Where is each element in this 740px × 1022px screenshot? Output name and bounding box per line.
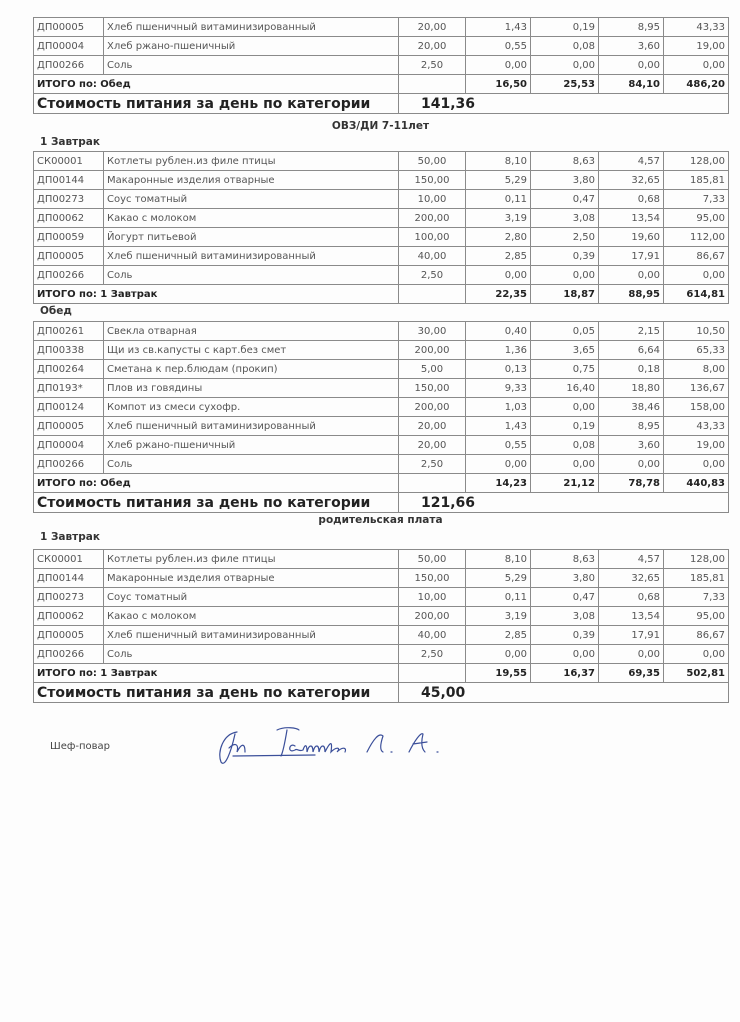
energy-value-total: 502,81 [664,664,729,683]
carbs-value: 17,91 [599,247,664,266]
total-row [34,285,729,304]
item-weight: 100,00 [399,228,466,247]
fat-value-total: 16,37 [531,664,599,683]
protein-value: 1,43 [466,417,531,436]
total-row [34,75,729,94]
item-code: ДП00059 [34,228,104,247]
table-row [34,626,729,645]
energy-value: 10,50 [664,322,729,341]
table-row [34,550,729,569]
daily-cost-row [34,94,729,114]
protein-value: 2,80 [466,228,531,247]
fat-value: 0,19 [531,18,599,37]
item-name: Свекла отварная [104,322,399,341]
item-code: ДП00266 [34,266,104,285]
energy-value: 7,33 [664,190,729,209]
energy-value: 185,81 [664,569,729,588]
protein-value: 5,29 [466,569,531,588]
table-row [34,645,729,664]
energy-value-total: 486,20 [664,75,729,94]
item-weight: 2,50 [399,56,466,75]
item-name: Соус томатный [104,190,399,209]
item-code: ДП00124 [34,398,104,417]
item-weight: 40,00 [399,247,466,266]
fat-value: 2,50 [531,228,599,247]
item-name: Макаронные изделия отварные [104,171,399,190]
table-row [34,152,729,171]
protein-value-total: 16,50 [466,75,531,94]
table-row [34,455,729,474]
item-name: Йогурт питьевой [104,228,399,247]
table-row [34,228,729,247]
energy-value: 128,00 [664,152,729,171]
protein-value: 0,00 [466,266,531,285]
carbs-value: 0,00 [599,56,664,75]
meal-label: 1 Завтрак [40,531,100,543]
carbs-value-total: 84,10 [599,75,664,94]
item-name: Сметана к пер.блюдам (прокип) [104,360,399,379]
item-name: Плов из говядины [104,379,399,398]
total-row [34,474,729,493]
category-title: ОВЗ/ДИ 7-11лет [331,120,430,132]
item-weight: 200,00 [399,607,466,626]
item-code: ДП00005 [34,626,104,645]
total-label: ИТОГО по: 1 Завтрак [34,664,399,683]
item-weight: 50,00 [399,152,466,171]
carbs-value: 4,57 [599,550,664,569]
item-code: ДП00273 [34,588,104,607]
item-weight: 150,00 [399,379,466,398]
item-weight: 20,00 [399,18,466,37]
protein-value: 8,10 [466,152,531,171]
item-code: ДП00144 [34,171,104,190]
energy-value: 43,33 [664,18,729,37]
total-weight [399,75,466,94]
total-weight [399,664,466,683]
protein-value: 0,00 [466,645,531,664]
item-name: Хлеб пшеничный витаминизированный [104,18,399,37]
fat-value: 0,00 [531,455,599,474]
carbs-value: 0,68 [599,588,664,607]
protein-value: 0,40 [466,322,531,341]
item-code: ДП00264 [34,360,104,379]
item-code: ДП00005 [34,417,104,436]
fat-value: 16,40 [531,379,599,398]
item-name: Хлеб пшеничный витаминизированный [104,626,399,645]
carbs-value: 0,00 [599,455,664,474]
protein-value: 8,10 [466,550,531,569]
fat-value: 0,75 [531,360,599,379]
chef-signature [215,722,465,774]
daily-cost-label: Стоимость питания за день по категории [34,493,399,513]
item-weight: 200,00 [399,398,466,417]
item-weight: 2,50 [399,645,466,664]
item-name: Хлеб ржано-пшеничный [104,37,399,56]
carbs-value: 2,15 [599,322,664,341]
item-name: Котлеты рублен.из филе птицы [104,550,399,569]
daily-cost-row [34,683,729,703]
item-weight: 20,00 [399,37,466,56]
total-weight [399,474,466,493]
menu-table-section [33,321,728,513]
carbs-value: 18,80 [599,379,664,398]
item-weight: 150,00 [399,569,466,588]
table-row [34,379,729,398]
item-code: ДП00266 [34,56,104,75]
energy-value-total: 614,81 [664,285,729,304]
fat-value: 0,08 [531,436,599,455]
energy-value: 95,00 [664,209,729,228]
item-weight: 2,50 [399,266,466,285]
item-name: Соль [104,645,399,664]
protein-value-total: 19,55 [466,664,531,683]
carbs-value: 19,60 [599,228,664,247]
carbs-value: 0,18 [599,360,664,379]
item-code: ДП00004 [34,37,104,56]
item-weight: 50,00 [399,550,466,569]
item-weight: 150,00 [399,171,466,190]
item-weight: 30,00 [399,322,466,341]
item-weight: 10,00 [399,588,466,607]
carbs-value: 6,64 [599,341,664,360]
item-name: Соль [104,266,399,285]
energy-value: 158,00 [664,398,729,417]
fat-value: 8,63 [531,550,599,569]
item-code: ДП00005 [34,18,104,37]
item-name: Какао с молоком [104,607,399,626]
protein-value: 0,00 [466,56,531,75]
item-code: ДП00144 [34,569,104,588]
menu-table-section [33,549,728,703]
daily-cost-value: 141,36 [399,94,729,114]
item-name: Щи из св.капусты с карт.без смет [104,341,399,360]
item-weight: 2,50 [399,455,466,474]
item-code: ДП00062 [34,607,104,626]
item-weight: 10,00 [399,190,466,209]
protein-value-total: 22,35 [466,285,531,304]
energy-value: 7,33 [664,588,729,607]
total-label: ИТОГО по: Обед [34,474,399,493]
carbs-value-total: 88,95 [599,285,664,304]
table-row [34,322,729,341]
protein-value: 0,13 [466,360,531,379]
energy-value: 0,00 [664,455,729,474]
table-row [34,18,729,37]
item-name: Соль [104,56,399,75]
table-row [34,436,729,455]
energy-value: 0,00 [664,266,729,285]
fat-value: 3,08 [531,607,599,626]
fat-value: 0,00 [531,645,599,664]
carbs-value: 13,54 [599,607,664,626]
table-row [34,37,729,56]
fat-value: 3,65 [531,341,599,360]
fat-value: 3,80 [531,569,599,588]
table-row [34,607,729,626]
item-code: ДП00266 [34,455,104,474]
table-row [34,209,729,228]
carbs-value: 8,95 [599,18,664,37]
item-name: Соль [104,455,399,474]
item-code: ДП00004 [34,436,104,455]
item-weight: 200,00 [399,209,466,228]
fat-value: 0,19 [531,417,599,436]
table-row [34,266,729,285]
protein-value: 0,11 [466,190,531,209]
carbs-value: 13,54 [599,209,664,228]
item-code: СК00001 [34,152,104,171]
fat-value: 8,63 [531,152,599,171]
item-code: ДП0193* [34,379,104,398]
meal-label: Обед [40,305,72,317]
daily-cost-row [34,493,729,513]
category-title: родительская плата [318,514,443,526]
energy-value: 128,00 [664,550,729,569]
item-weight: 20,00 [399,436,466,455]
protein-value: 9,33 [466,379,531,398]
table-row [34,417,729,436]
fat-value: 0,47 [531,588,599,607]
item-name: Хлеб ржано-пшеничный [104,436,399,455]
total-weight [399,285,466,304]
table-row [34,247,729,266]
table-row [34,56,729,75]
menu-table [33,151,729,304]
protein-value: 1,36 [466,341,531,360]
energy-value-total: 440,83 [664,474,729,493]
item-weight: 5,00 [399,360,466,379]
protein-value: 1,03 [466,398,531,417]
energy-value: 185,81 [664,171,729,190]
item-code: ДП00266 [34,645,104,664]
item-code: ДП00273 [34,190,104,209]
item-name: Хлеб пшеничный витаминизированный [104,417,399,436]
carbs-value: 3,60 [599,37,664,56]
carbs-value: 3,60 [599,436,664,455]
fat-value: 3,08 [531,209,599,228]
item-code: ДП00261 [34,322,104,341]
fat-value: 0,00 [531,56,599,75]
protein-value: 5,29 [466,171,531,190]
fat-value-total: 18,87 [531,285,599,304]
table-row [34,171,729,190]
protein-value: 2,85 [466,247,531,266]
total-label: ИТОГО по: 1 Завтрак [34,285,399,304]
fat-value: 0,39 [531,247,599,266]
item-name: Соус томатный [104,588,399,607]
carbs-value: 38,46 [599,398,664,417]
carbs-value-total: 69,35 [599,664,664,683]
fat-value: 3,80 [531,171,599,190]
carbs-value: 32,65 [599,171,664,190]
table-row [34,190,729,209]
energy-value: 19,00 [664,37,729,56]
table-row [34,588,729,607]
menu-table-section [33,151,728,304]
fat-value: 0,05 [531,322,599,341]
menu-table [33,549,729,703]
chef-label: Шеф-повар [50,741,111,752]
daily-cost-label: Стоимость питания за день по категории [34,94,399,114]
energy-value: 65,33 [664,341,729,360]
carbs-value: 17,91 [599,626,664,645]
item-name: Какао с молоком [104,209,399,228]
energy-value: 43,33 [664,417,729,436]
protein-value: 3,19 [466,607,531,626]
table-row [34,341,729,360]
carbs-value: 8,95 [599,417,664,436]
item-weight: 40,00 [399,626,466,645]
table-row [34,360,729,379]
fat-value: 0,08 [531,37,599,56]
protein-value: 0,00 [466,455,531,474]
fat-value-total: 21,12 [531,474,599,493]
carbs-value: 4,57 [599,152,664,171]
daily-cost-label: Стоимость питания за день по категории [34,683,399,703]
item-code: ДП00062 [34,209,104,228]
carbs-value: 0,00 [599,645,664,664]
protein-value-total: 14,23 [466,474,531,493]
menu-table [33,17,729,114]
energy-value: 0,00 [664,645,729,664]
fat-value: 0,00 [531,266,599,285]
energy-value: 86,67 [664,626,729,645]
item-name: Компот из смеси сухофр. [104,398,399,417]
item-code: ДП00005 [34,247,104,266]
energy-value: 112,00 [664,228,729,247]
daily-cost-value: 121,66 [399,493,729,513]
item-name: Котлеты рублен.из филе птицы [104,152,399,171]
item-name: Макаронные изделия отварные [104,569,399,588]
energy-value: 95,00 [664,607,729,626]
energy-value: 136,67 [664,379,729,398]
protein-value: 1,43 [466,18,531,37]
table-row [34,569,729,588]
menu-table [33,321,729,513]
item-name: Хлеб пшеничный витаминизированный [104,247,399,266]
protein-value: 0,55 [466,37,531,56]
protein-value: 2,85 [466,626,531,645]
protein-value: 0,55 [466,436,531,455]
meal-label: 1 Завтрак [40,136,100,148]
fat-value: 0,47 [531,190,599,209]
fat-value: 0,39 [531,626,599,645]
menu-table-section [33,17,728,114]
carbs-value: 32,65 [599,569,664,588]
item-weight: 20,00 [399,417,466,436]
carbs-value: 0,00 [599,266,664,285]
item-code: ДП00338 [34,341,104,360]
carbs-value-total: 78,78 [599,474,664,493]
total-label: ИТОГО по: Обед [34,75,399,94]
table-row [34,398,729,417]
energy-value: 86,67 [664,247,729,266]
energy-value: 19,00 [664,436,729,455]
total-row [34,664,729,683]
daily-cost-value: 45,00 [399,683,729,703]
item-weight: 200,00 [399,341,466,360]
carbs-value: 0,68 [599,190,664,209]
fat-value: 0,00 [531,398,599,417]
fat-value-total: 25,53 [531,75,599,94]
energy-value: 0,00 [664,56,729,75]
item-code: СК00001 [34,550,104,569]
energy-value: 8,00 [664,360,729,379]
protein-value: 3,19 [466,209,531,228]
protein-value: 0,11 [466,588,531,607]
